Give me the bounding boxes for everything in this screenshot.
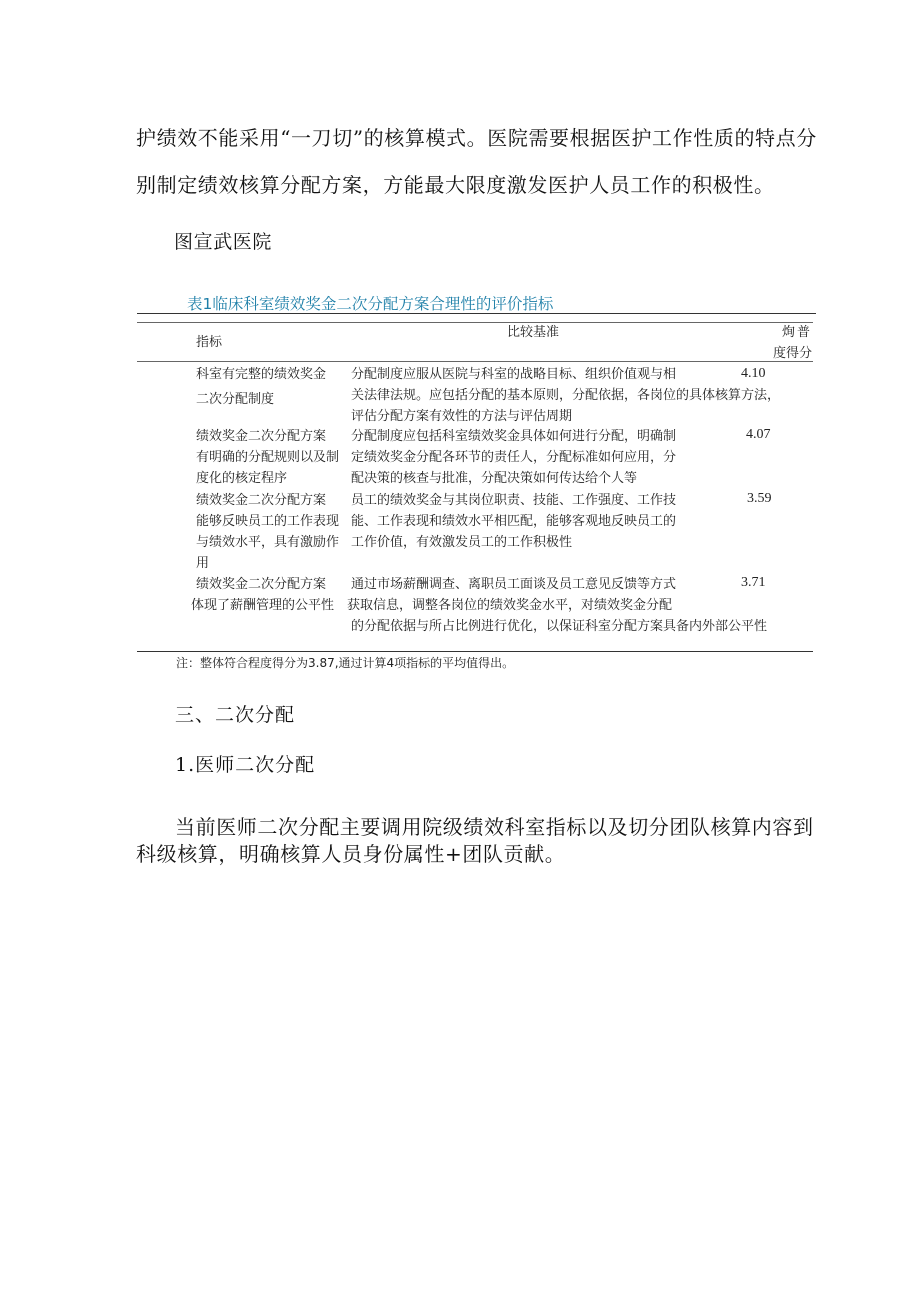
paragraph-line: 别制定绩效核算分配方案，方能最大限度激发医护人员工作的积极性。 [136, 173, 775, 197]
indicator-line: 绩效奖金二次分配方案 [196, 493, 327, 508]
basis-line: 的分配依据与所占比例进行优化，以保证科室分配方案具备内外部公平性 [351, 619, 768, 634]
table-row-basis [347, 574, 768, 637]
indicator-line: 科室有完整的绩效奖金 [196, 367, 327, 382]
indicator-line: 度化的核定程序 [196, 471, 288, 486]
table-note: 注：整体符合程度得分为3.87,通过计算4项指标的平均值得出。 [176, 656, 515, 670]
indicator-line: 绩效奖金二次分配方案 [196, 429, 327, 444]
paragraph-line: 当前医师二次分配主要调用院级绩效科室指标以及切分团队核算内容到 [175, 815, 814, 839]
table-row-basis [351, 490, 676, 553]
basis-line: 工作价值，有效激发员工的工作积极性 [351, 535, 573, 550]
header-basis: 比较基准 [507, 325, 560, 340]
basis-line: 分配制度应服从医院与科室的战略目标、组织价值观与相 [351, 367, 677, 382]
table-bottom-rule [137, 651, 813, 652]
basis-line: 定绩效奖金分配各环节的责任人，分配标准如何应用，分 [351, 450, 677, 465]
basis-line: 评估分配方案有效性的方法与评估周期 [351, 409, 573, 424]
table-row-indicator [196, 364, 326, 410]
table-row-basis [351, 364, 780, 427]
indicator-line: 用 [196, 556, 210, 571]
indicator-line: 绩效奖金二次分配方案 [196, 577, 327, 592]
basis-line: 关法律法规。应包括分配的基本原则，分配依据，各岗位的具体核算方法， [351, 388, 781, 403]
paragraph-line: 护绩效不能采用“一刀切”的核算模式。医院需要根据医护工作性质的特点分 [136, 126, 817, 150]
basis-line: 员工的绩效奖金与其岗位职责、技能、工作强度、工作技 [351, 493, 677, 508]
indicator-line: 能够反映员工的工作表现 [196, 514, 340, 529]
basis-line: 分配制度应包括科室绩效奖金具体如何进行分配，明确制 [351, 429, 677, 444]
header-score-line2: 度得分 [772, 346, 812, 361]
table-row-basis [351, 426, 676, 489]
table-header-bottom-rule [137, 361, 813, 362]
table-row-score: 4.10 [741, 366, 766, 381]
table-title: 表1临床科室绩效奖金二次分配方案合理性的评价指标 [187, 295, 554, 313]
figure-caption: 图宣武医院 [174, 231, 273, 253]
basis-line: 配决策的核查与批准，分配决策如何传达给个人等 [351, 471, 638, 486]
header-score [770, 322, 812, 364]
table-row-score: 4.07 [746, 427, 771, 442]
table-header-top-rule [137, 322, 813, 323]
indicator-line: 与绩效水平，具有激励作 [196, 535, 340, 550]
table-row-indicator [191, 574, 334, 616]
indicator-line: 有明确的分配规则以及制 [196, 450, 340, 465]
table-row-score: 3.71 [741, 575, 766, 590]
table-row-indicator [196, 490, 339, 574]
header-indicator: 指标 [196, 335, 223, 350]
table-row-score: 3.59 [747, 491, 772, 506]
table-top-rule [137, 313, 816, 314]
paragraph-line: 科级核算，明确核算人员身份属性+团队贡献。 [136, 842, 566, 866]
indicator-line: 二次分配制度 [196, 392, 275, 407]
header-score-line1: 㶷普 [781, 325, 812, 340]
indicator-line: 体现了薪酬管理的公平性 [191, 598, 335, 613]
basis-line: 通过市场薪酬调查、离职员工面谈及员工意见反馈等方式 [351, 577, 677, 592]
subsection-heading: 1.医师二次分配 [175, 754, 316, 776]
basis-line: 能、工作表现和绩效水平相匹配，能够客观地反映员工的 [351, 514, 677, 529]
basis-line: 获取信息，调整各岗位的绩效奖金水平，对绩效奖金分配 [347, 598, 673, 613]
section-heading: 三、二次分配 [175, 704, 296, 726]
table-row-indicator [196, 426, 339, 489]
